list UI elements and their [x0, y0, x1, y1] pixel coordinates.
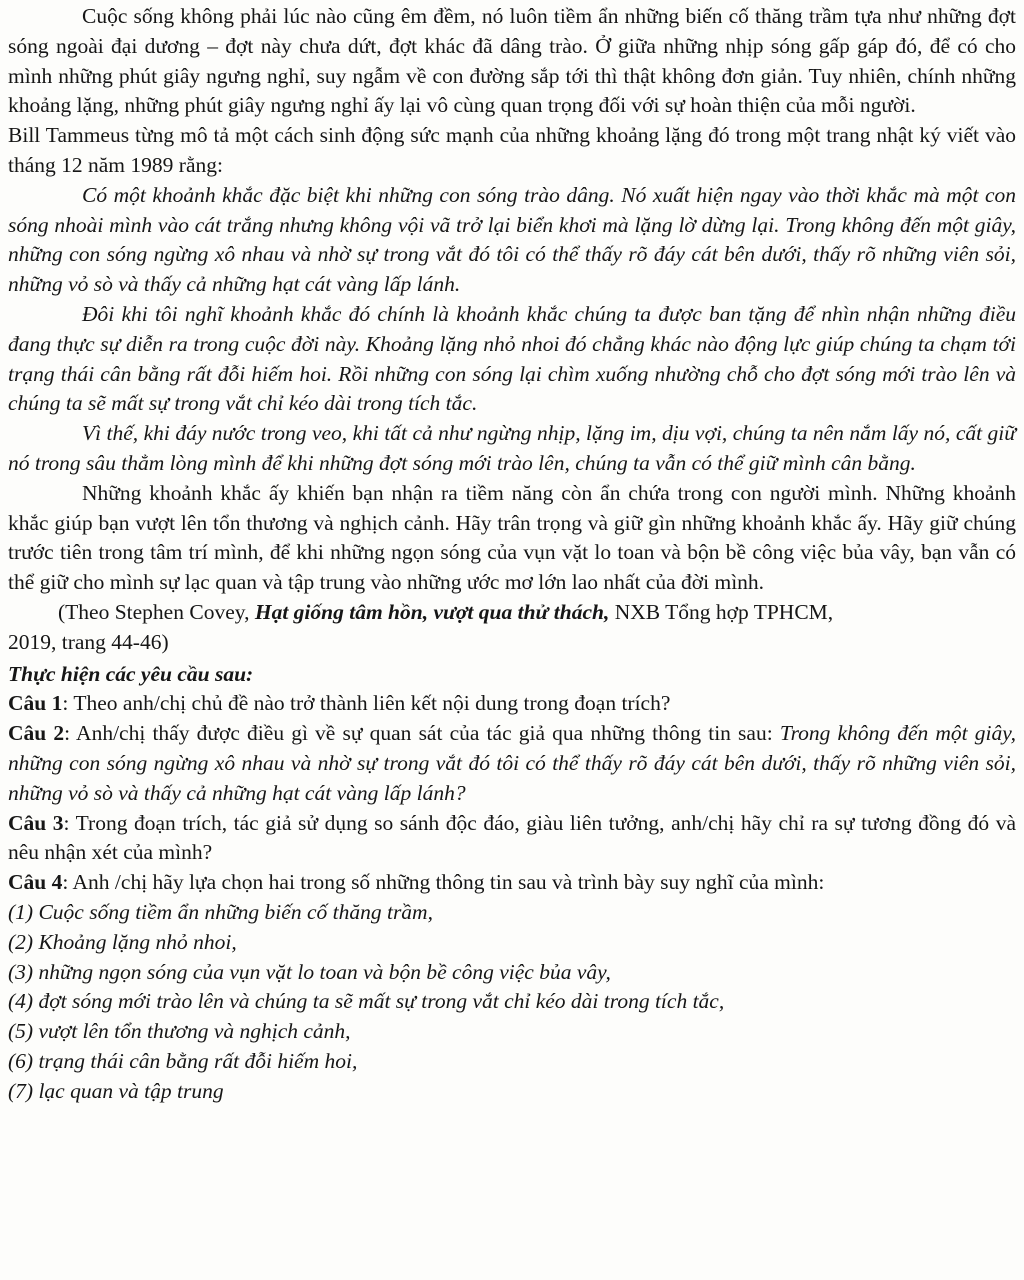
source-citation — [8, 598, 1016, 628]
question-3-text: : Trong đoạn trích, tác giả sử dụng so sánh độc đáo, giàu liên tưởng, anh/chị hãy chỉ ra sự tương đồng đó và nêu nhận xét của mình? — [8, 810, 1017, 865]
question-3-label: Câu 3 — [8, 810, 64, 835]
option-1: (1) Cuộc sống tiềm ẩn những biến cố thăng trầm, — [8, 899, 433, 924]
option-5: (5) vượt lên tổn thương và nghịch cảnh, — [8, 1019, 351, 1044]
question-2 — [8, 719, 1016, 808]
question-2-label: Câu 2 — [8, 721, 65, 746]
passage-paragraph-3: Những khoảnh khắc ấy khiến bạn nhận ra tiềm năng còn ẩn chứa trong con người mình. Những khoảnh khắc giúp bạn vượt lên tổn thương và nghịch cảnh. Hãy trân trọng và giữ gìn những khoảnh khắc ấy. Hãy giữ chúng trước tiên trong tâm trí mình, để khi những ngọn sóng của vụn vặt lo toan và bộn bề công việc bủa vây, bạn vẫn có thể giữ cho mình sự lạc quan và tập trung vào những ước mơ lớn lao nhất của đời mình. — [8, 480, 1016, 595]
option-7: (7) lạc quan và tập trung — [8, 1078, 224, 1103]
question-2-text: : Anh/chị thấy được điều gì về sự quan sát của tác giả qua những thông tin sau: — [64, 721, 780, 746]
question-1-label: Câu 1 — [8, 691, 63, 716]
quote-paragraph-2: Đôi khi tôi nghĩ khoảnh khắc đó chính là khoảnh khắc chúng ta được ban tặng để nhìn nhận những điều đang thực sự diễn ra trong cuộc đời này. Khoảng lặng nhỏ nhoi đó chẳng khác nào động lực giúp chúng ta chạm tới trạng thái cân bằng rất đỗi hiếm hoi. Rồi những con sóng lại chìm xuống nhường chỗ cho đợt sóng mới trào lên và chúng ta sẽ mất sự trong vắt chỉ kéo dài trong tích tắc. — [8, 301, 1016, 416]
question-3 — [8, 809, 1016, 869]
quote-paragraph-3: Vì thế, khi đáy nước trong veo, khi tất cả như ngừng nhịp, lặng im, dịu vợi, chúng ta nên nắm lấy nó, cất giữ nó trong sâu thẳm lòng mình để khi những đợt sóng mới trào lên, chúng ta vẫn có thể giữ mình cân bằng. — [8, 421, 1016, 475]
question-4 — [8, 868, 1016, 898]
question-4-text: : Anh /chị hãy lựa chọn hai trong số những thông tin sau và trình bày suy nghĩ của mình: — [62, 870, 825, 895]
citation-details: 2019, trang 44-46) — [8, 629, 169, 654]
task-heading: Thực hiện các yêu cầu sau: — [8, 661, 254, 686]
option-6: (6) trạng thái cân bằng rất đỗi hiếm hoi, — [8, 1048, 358, 1073]
quote-paragraph-1: Có một khoảnh khắc đặc biệt khi những con sóng trào dâng. Nó xuất hiện ngay vào thời khắc mà một con sóng nhoài mình vào cát trắng nhưng không vội vã trở lại biển khơi mà lặng lờ dừng lại. Trong không đến một giây, những con sóng ngừng xô nhau và nhờ sự trong vắt đó tôi có thể thấy rõ đáy cát bên dưới, thấy rõ những viên sỏi, những vỏ sò và thấy cả những hạt cát vàng lấp lánh. — [8, 182, 1016, 297]
question-1 — [8, 689, 1016, 719]
question-2-quote: Trong không đến một giây, những con sóng ngừng xô nhau và nhờ sự trong vắt đó tôi có thể thấy rõ đáy cát bên dưới, thấy rõ những viên sỏi, những vỏ sò và thấy cả những hạt cát vàng lấp lánh? — [8, 721, 1016, 805]
passage-paragraph-2: Bill Tammeus từng mô tả một cách sinh động sức mạnh của những khoảng lặng đó trong một trang nhật ký viết vào tháng 12 năm 1989 rằng: — [8, 123, 1016, 177]
option-2: (2) Khoảng lặng nhỏ nhoi, — [8, 929, 237, 954]
citation-prefix: (Theo Stephen Covey, — [58, 599, 255, 624]
question-4-label: Câu 4 — [8, 870, 63, 895]
option-3: (3) những ngọn sóng của vụn vặt lo toan và bộn bề công việc bủa vây, — [8, 959, 611, 984]
citation-book-title: Hạt giống tâm hồn, vượt qua thử thách, — [254, 599, 610, 624]
option-4: (4) đợt sóng mới trào lên và chúng ta sẽ mất sự trong vắt chỉ kéo dài trong tích tắc, — [8, 989, 725, 1014]
question-1-text: : Theo anh/chị chủ đề nào trở thành liên kết nội dung trong đoạn trích? — [62, 691, 671, 716]
citation-publisher: NXB Tổng hợp TPHCM, — [609, 599, 834, 624]
passage-paragraph-1: Cuộc sống không phải lúc nào cũng êm đềm, nó luôn tiềm ẩn những biến cố thăng trầm tựa như những đợt sóng ngoài đại dương – đợt này chưa dứt, đợt khác đã dâng trào. Ở giữa những nhịp sóng gấp gáp đó, để có cho mình những phút giây ngưng nghỉ, suy ngẫm về con đường sắp tới thì thật không đơn giản. Tuy nhiên, chính những khoảng lặng, những phút giây ngưng nghỉ ấy lại vô cùng quan trọng đối với sự hoàn thiện của mỗi người. — [8, 4, 1016, 118]
